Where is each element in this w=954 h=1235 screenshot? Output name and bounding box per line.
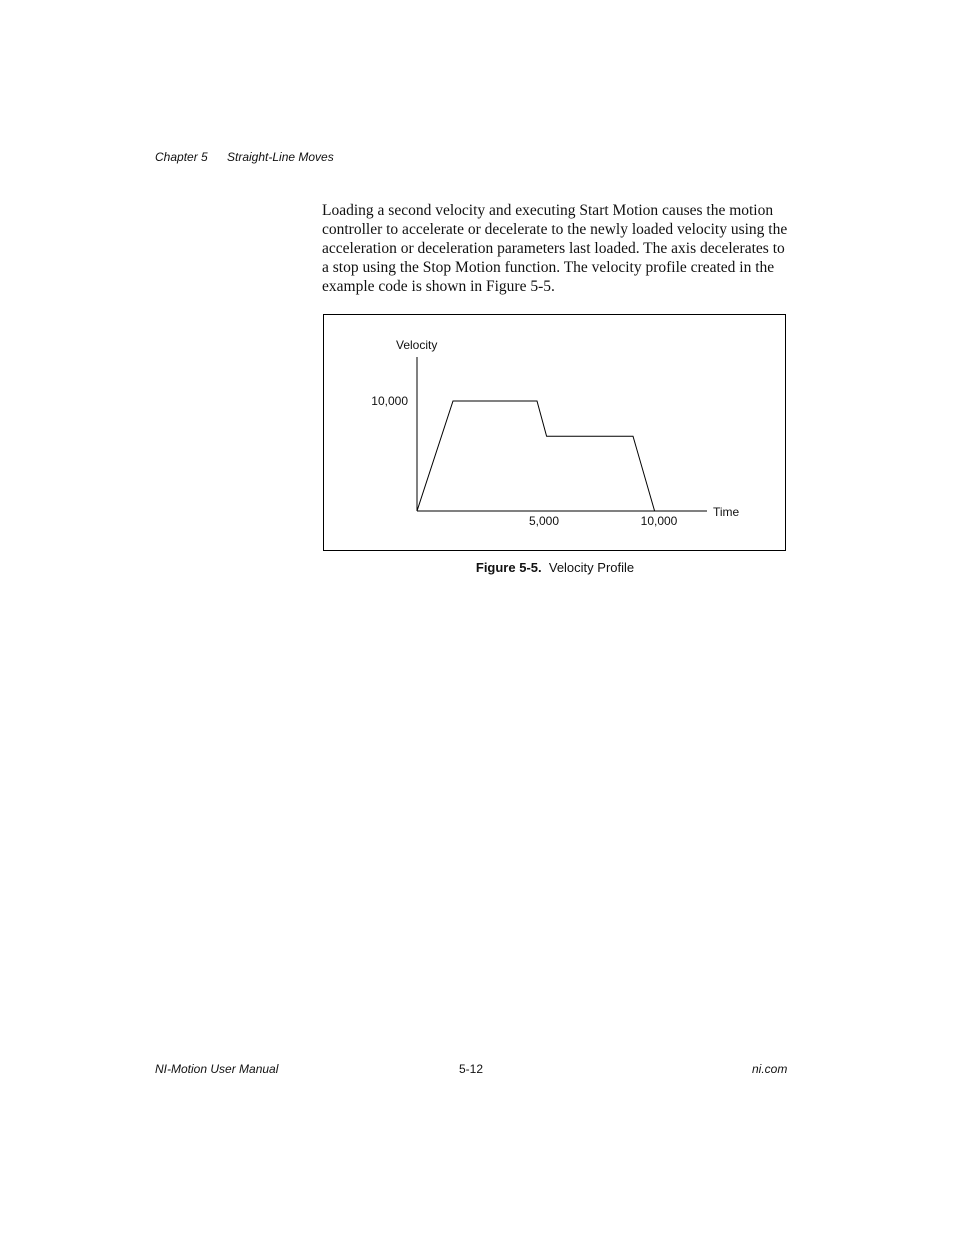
footer-page-number: 5-12	[459, 1062, 484, 1076]
figure-title: Velocity Profile	[548, 560, 635, 575]
velocity-profile-line	[417, 401, 655, 511]
figure-caption	[0, 560, 954, 575]
x-axis-label: Time	[713, 505, 740, 519]
x-tick-label-10000: 10,000	[640, 514, 678, 528]
y-axis-label: Velocity	[396, 338, 438, 352]
header-chapter: Chapter 5	[155, 150, 208, 164]
footer-manual-title: NI-Motion User Manual	[155, 1062, 279, 1076]
x-tick-label-5000: 5,000	[528, 514, 560, 528]
footer-website: ni.com	[752, 1062, 788, 1076]
body-paragraph: Loading a second velocity and executing Start Motion causes the motion controller to accelerate or decelerate to the newly loaded velocity using the acceleration or deceleration parameters last loaded. The axis decelerates to a stop using the Stop Motion function. The velocity profile created in the example code is shown in Figure 5-5.	[322, 202, 788, 295]
figure-frame	[323, 314, 786, 551]
y-tick-label-10000: 10,000	[371, 394, 408, 408]
header-section: Straight-Line Moves	[227, 150, 334, 164]
velocity-profile-chart	[324, 315, 785, 550]
figure-number: Figure 5-5.	[475, 560, 542, 575]
